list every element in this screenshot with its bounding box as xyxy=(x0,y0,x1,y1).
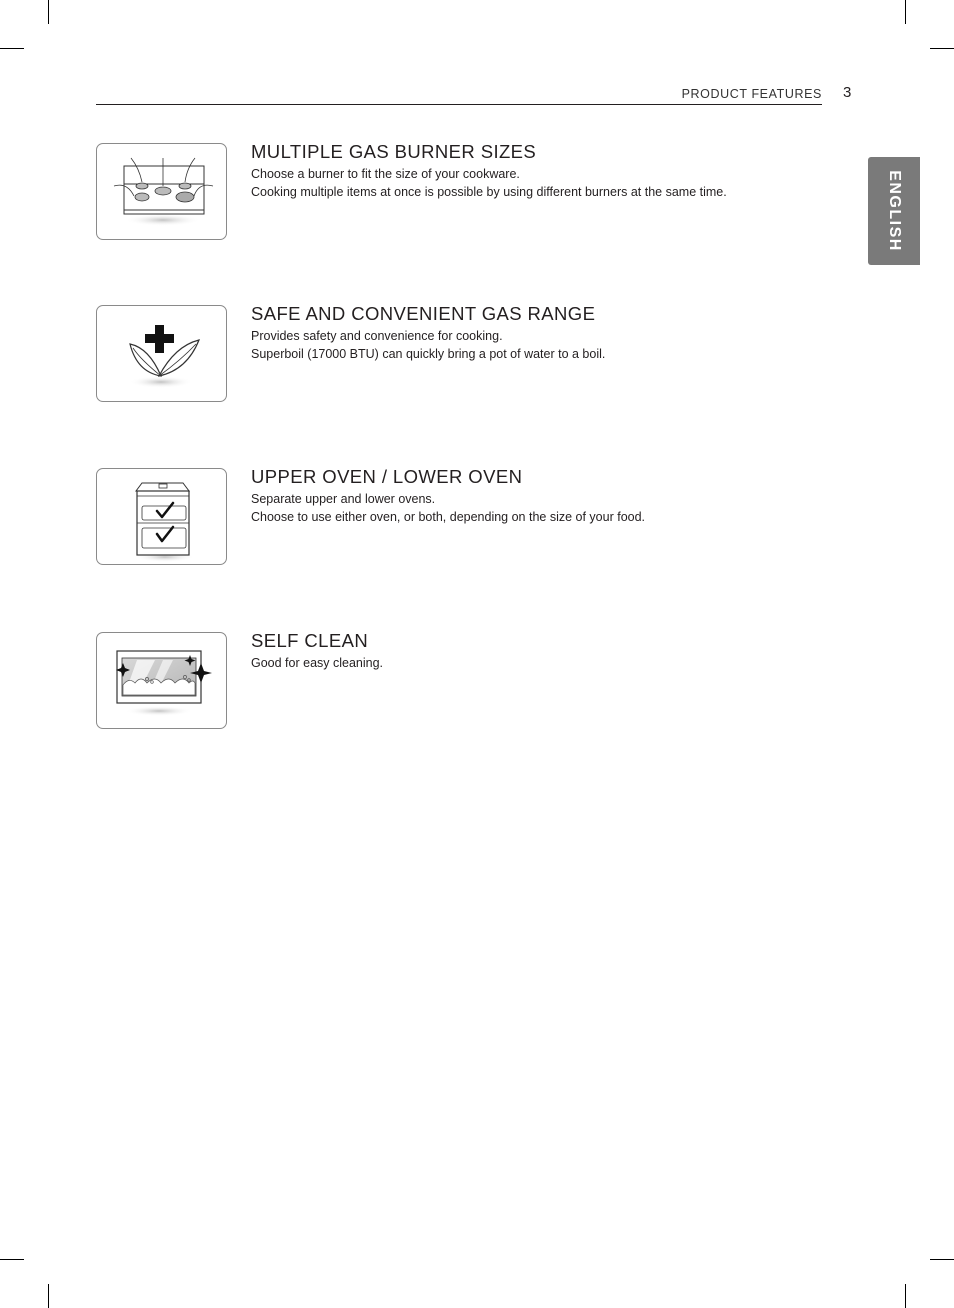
feature-description-line: Good for easy cleaning. xyxy=(251,656,384,670)
feature-self-clean xyxy=(96,632,856,732)
feature-safe-gas-range xyxy=(96,305,856,405)
feature-description xyxy=(251,654,383,672)
feature-multiple-burners xyxy=(96,143,856,243)
language-tab-label: ENGLISH xyxy=(886,170,903,252)
feature-description xyxy=(251,490,645,526)
crop-mark xyxy=(48,0,49,24)
double-oven-icon xyxy=(96,468,227,565)
feature-description-line: Cooking multiple items at once is possible by using different burners at the same time. xyxy=(251,185,727,199)
feature-description-line: Provides safety and convenience for cooking. xyxy=(251,329,503,343)
header-rule xyxy=(96,104,822,105)
feature-description-line: Choose to use either oven, or both, depending on the size of your food. xyxy=(251,510,646,524)
feature-upper-lower-oven xyxy=(96,468,856,568)
feature-description xyxy=(251,327,605,363)
feature-title: UPPER OVEN / LOWER OVEN xyxy=(251,466,523,487)
feature-title: MULTIPLE GAS BURNER SIZES xyxy=(251,141,537,162)
gas-burner-cooktop-icon xyxy=(96,143,227,240)
feature-description-line: Choose a burner to fit the size of your cookware. xyxy=(251,167,520,181)
crop-mark xyxy=(0,48,24,49)
crop-mark xyxy=(905,0,906,24)
feature-description-line: Separate upper and lower ovens. xyxy=(251,492,436,506)
language-tab xyxy=(868,157,920,265)
safety-cross-leaf-icon xyxy=(96,305,227,402)
crop-mark xyxy=(0,1259,24,1260)
crop-mark xyxy=(48,1284,49,1308)
header-section-title: PRODUCT FEATURES xyxy=(681,87,822,101)
feature-title: SELF CLEAN xyxy=(251,630,369,651)
page-number: 3 xyxy=(843,84,852,101)
feature-title: SAFE AND CONVENIENT GAS RANGE xyxy=(251,303,596,324)
feature-description-line: Superboil (17000 BTU) can quickly bring a pot of water to a boil. xyxy=(251,347,606,361)
self-clean-oven-icon xyxy=(96,632,227,729)
crop-mark xyxy=(905,1284,906,1308)
feature-description xyxy=(251,165,727,201)
crop-mark xyxy=(930,48,954,49)
crop-mark xyxy=(930,1259,954,1260)
